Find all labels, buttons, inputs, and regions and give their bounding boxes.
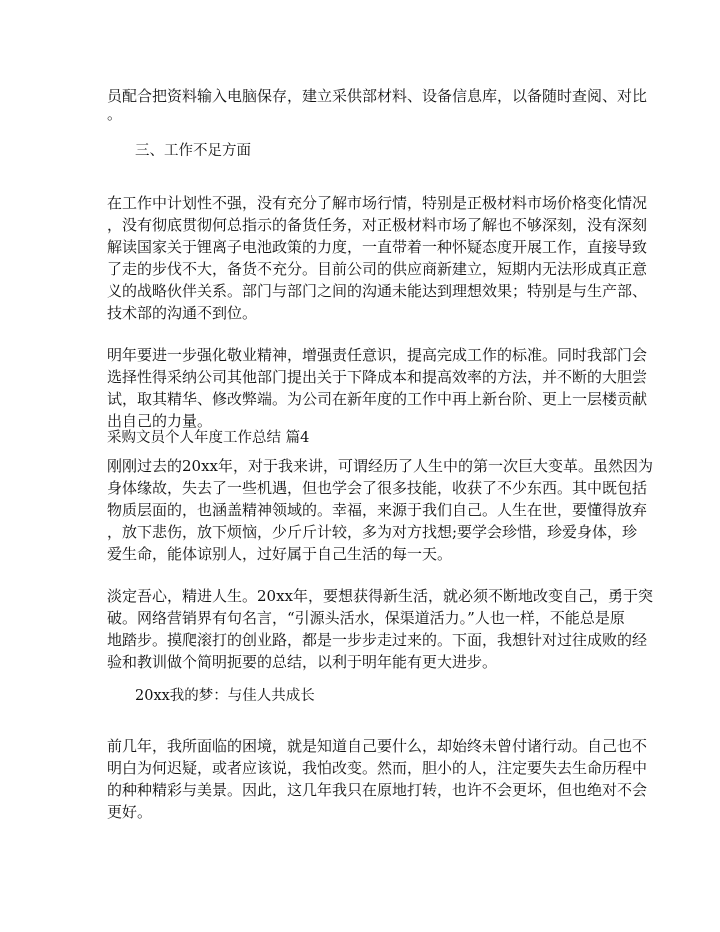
paragraph-line: 物质层面的，也涵盖精神领域的。幸福，来源于我们自己。人生在世，要懂得放弃 bbox=[107, 501, 648, 519]
paragraph-line: 的种种精彩与美景。因此，这几年我只在原地打转，也许不会更坏，但也绝对不会 bbox=[107, 781, 648, 799]
paragraph-line: 解读国家关于锂离子电池政策的力度，一直带着一种怀疑态度开展工作，直接导致 bbox=[107, 238, 648, 256]
article-title: 采购文员个人年度工作总结 篇4 bbox=[107, 430, 310, 446]
intro-line: 。 bbox=[107, 105, 123, 123]
paragraph-line: 技术部的沟通不到位。 bbox=[107, 304, 258, 322]
paragraph-line: 在工作中计划性不强，没有充分了解市场行情，特别是正极材料市场价格变化情况 bbox=[107, 194, 648, 212]
paragraph-line: 明白为何迟疑，或者应该说，我怕改变。然而，胆小的人，注定要失去生命历程中 bbox=[107, 759, 648, 777]
paragraph-line: 更好。 bbox=[107, 803, 153, 821]
paragraph-line: 试，取其精华、修改弊端。为公司在新年度的工作中再上新台阶、更上一层楼贡献 bbox=[107, 390, 648, 408]
paragraph-line: 验和教训做个简明扼要的总结，以利于明年能有更大进步。 bbox=[107, 653, 498, 671]
section-heading: 三、工作不足方面 bbox=[135, 143, 251, 159]
paragraph-line: 刚刚过去的20xx年，对于我来讲，可谓经历了人生中的第一次巨大变革。虽然因为 bbox=[107, 457, 654, 475]
paragraph-line: ，放下悲伤，放下烦恼，少斤斤计较，多为对方找想;要学会珍惜，珍爱身体，珍 bbox=[107, 523, 638, 541]
paragraph-line: 明年要进一步强化敬业精神，增强责任意识，提高完成工作的标准。同时我部门会 bbox=[107, 346, 648, 364]
paragraph-line: 义的战略伙伴关系。部门与部门之间的沟通未能达到理想效果；特别是与生产部、 bbox=[107, 282, 648, 300]
paragraph-line: 前几年，我所面临的困境，就是知道自己要什么，却始终未曾付诸行动。自己也不 bbox=[107, 737, 648, 755]
paragraph-line: 淡定吾心，精进人生。20xx年，要想获得新生活，就必须不断地改变自己，勇于突 bbox=[107, 587, 654, 605]
paragraph-line: 破。网络营销界有句名言，“引源头活水，保渠道活力。”人也一样，不能总是原 bbox=[107, 609, 625, 627]
paragraph-line: 了走的步伐不大，备货不充分。目前公司的供应商新建立，短期内无法形成真正意 bbox=[107, 260, 648, 278]
paragraph-line: 身体缘故，失去了一些机遇，但也学会了很多技能，收获了不少东西。其中既包括 bbox=[107, 479, 648, 497]
subheading: 20xx我的梦：与佳人共成长 bbox=[135, 688, 315, 704]
intro-line: 员配合把资料输入电脑保存，建立采供部材料、设备信息库，以备随时查阅、对比 bbox=[107, 87, 648, 105]
paragraph-line: 爱生命，能体谅别人，过好属于自己生活的每一天。 bbox=[107, 545, 453, 563]
paragraph-line: ，没有彻底贯彻何总指示的备货任务，对正极材料市场了解也不够深刻，没有深刻 bbox=[107, 216, 648, 234]
paragraph-line: 出自己的力量。 bbox=[107, 412, 213, 430]
paragraph-line: 地踏步。摸爬滚打的创业路，都是一步步走过来的。下面，我想针对过往成败的经 bbox=[107, 631, 648, 649]
paragraph-line: 选择性得采纳公司其他部门提出关于下降成本和提高效率的方法，并不断的大胆尝 bbox=[107, 368, 648, 386]
